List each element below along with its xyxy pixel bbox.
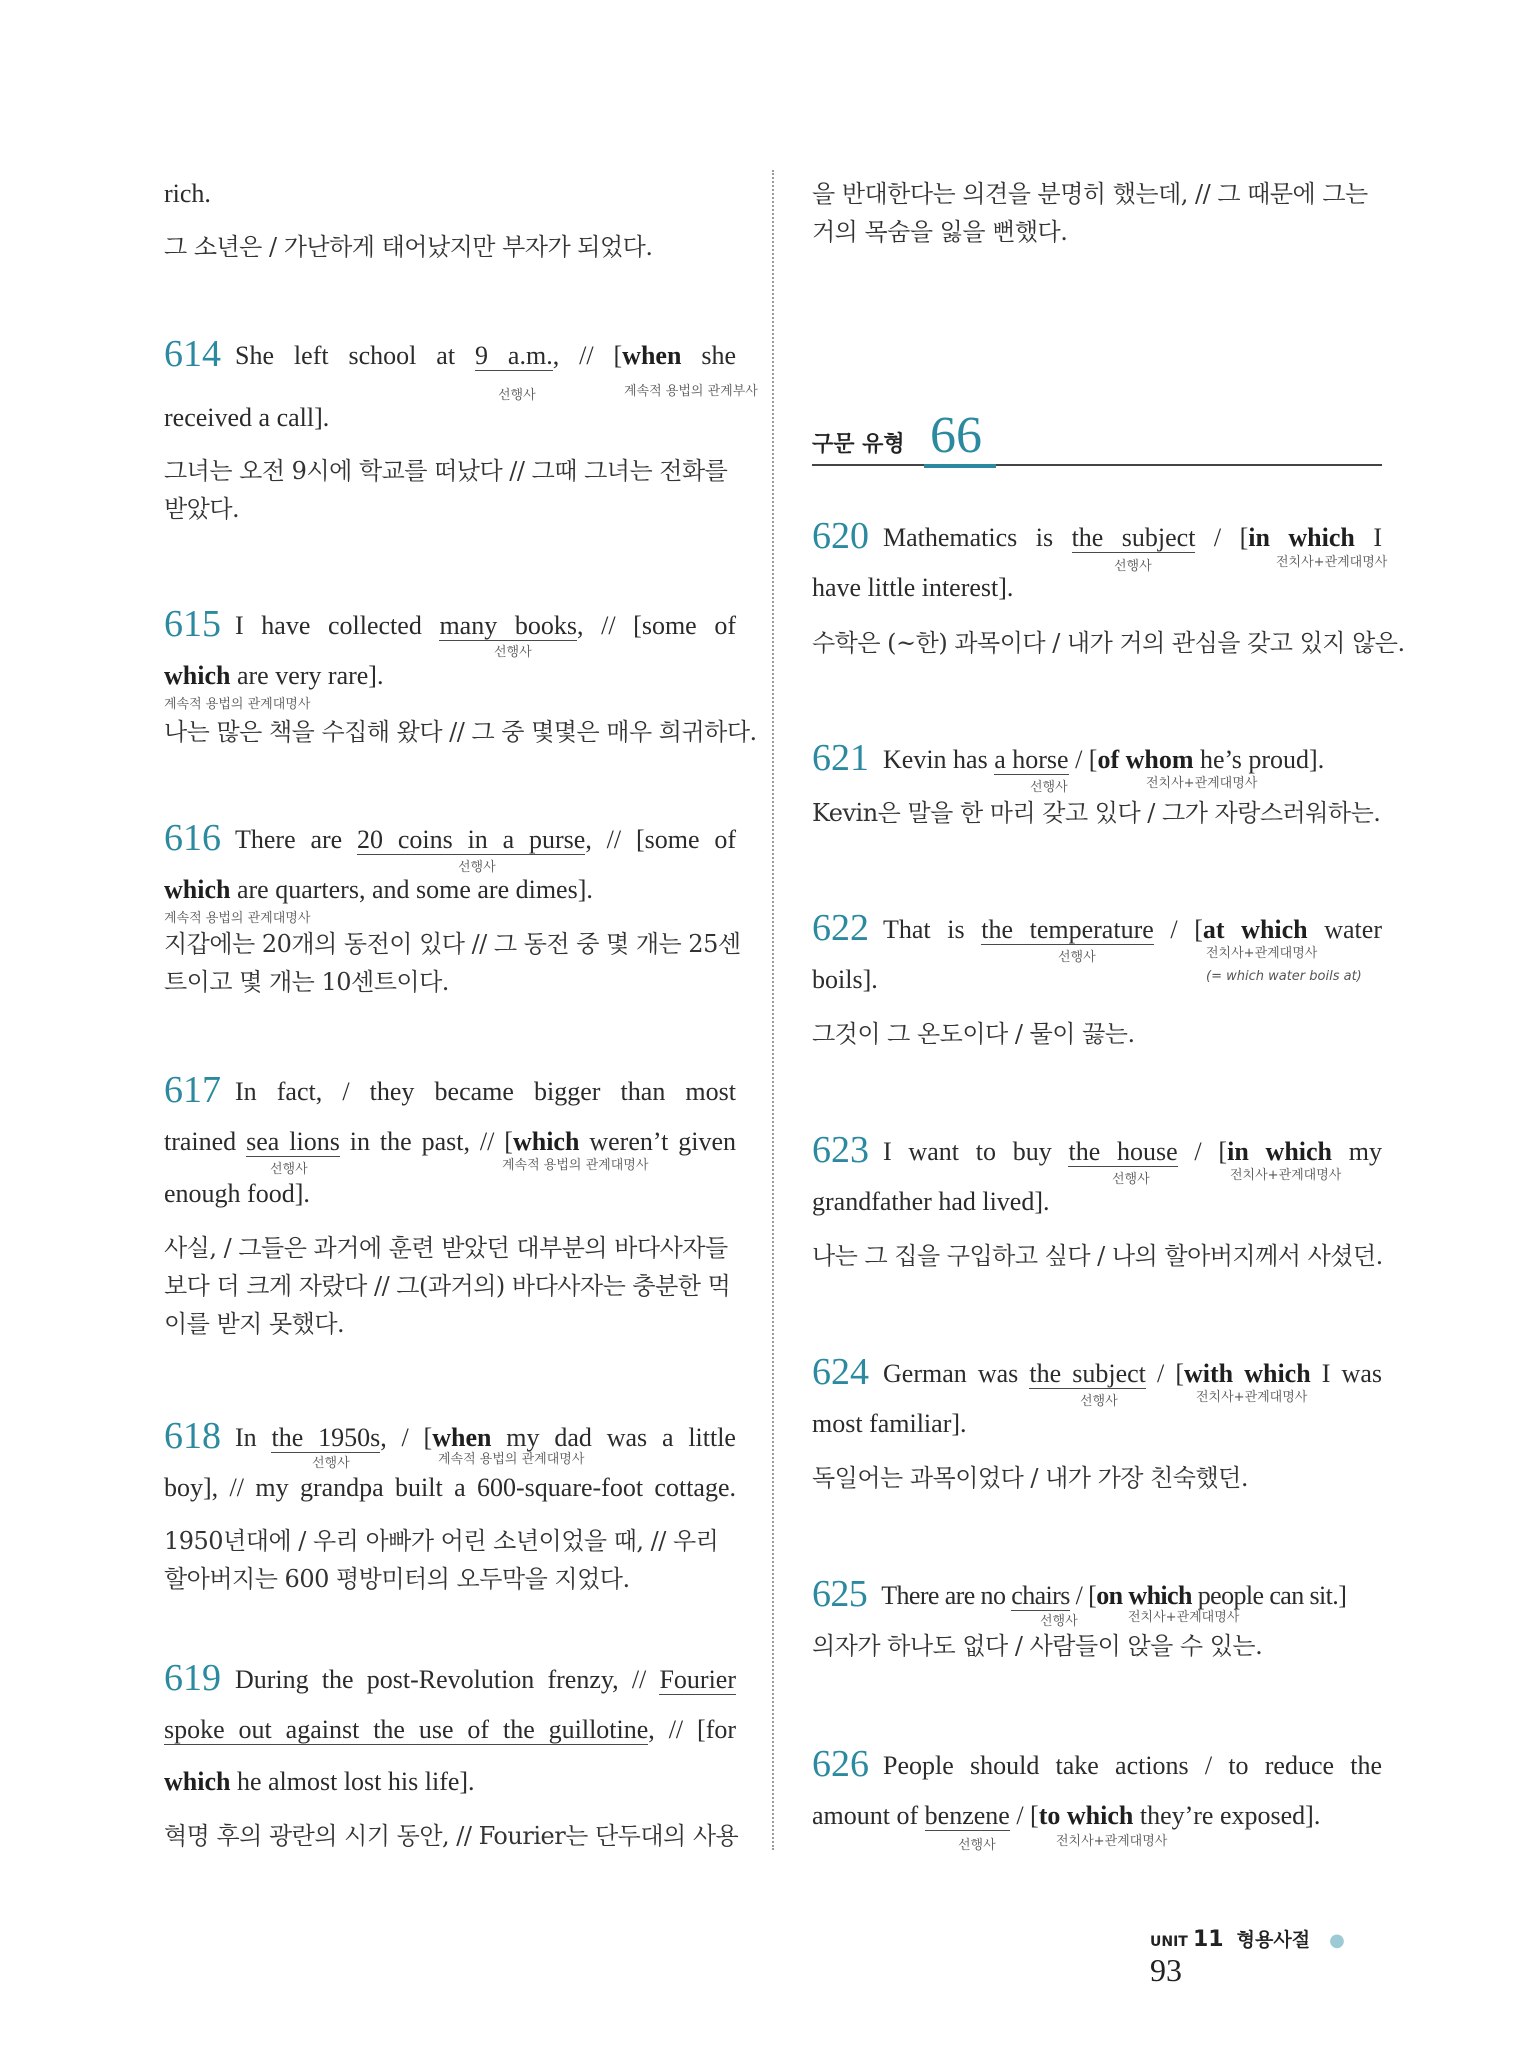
sentence-622-line-1: 622 That is the temperature / [at which water xyxy=(812,907,1382,949)
translation-line: 나는 많은 책을 수집해 왔다 // 그 중 몇몇은 매우 희귀하다. xyxy=(164,718,757,746)
sentence-614-line-2: received a call]. xyxy=(164,403,330,432)
column-divider xyxy=(772,170,774,1850)
annotation-antecedent: 선행사 xyxy=(1030,780,1068,795)
sentence-622-line-2: boils]. xyxy=(812,965,878,994)
annotation-antecedent: 선행사 xyxy=(958,1838,996,1853)
sentence-618-line-2: boy], // my grandpa built a 600-square-foot cottage. xyxy=(164,1473,736,1502)
translation-line: 이를 받지 못했다. xyxy=(164,1310,345,1338)
translation-line: 그녀는 오전 9시에 학교를 떠났다 // 그때 그녀는 전화를 xyxy=(164,457,728,485)
translation-line: 수학은 (~한) 과목이다 / 내가 거의 관심을 갖고 있지 않은. xyxy=(812,629,1405,657)
sentence-621-line-1: 621 Kevin has a horse / [of whom he’s proud]. xyxy=(812,737,1325,779)
annotation-antecedent: 선행사 xyxy=(494,645,532,660)
sentence-number: 624 xyxy=(812,1351,869,1393)
translation-line: 트이고 몇 개는 10센트이다. xyxy=(164,968,449,996)
sentence-619-line-1: 619 During the post-Revolution frenzy, // Fourier xyxy=(164,1657,736,1699)
annotation-grammar: 전치사+관계대명사 xyxy=(1206,946,1318,961)
section-header xyxy=(812,398,1382,466)
sentence-624-line-2: most familiar]. xyxy=(812,1409,967,1438)
annotation-paraphrase: (= which water boils at) xyxy=(1206,969,1362,984)
annotation-antecedent: 선행사 xyxy=(1114,559,1152,574)
annotation-antecedent: 선행사 xyxy=(1040,1614,1078,1629)
translation-line: 지갑에는 20개의 동전이 있다 // 그 동전 중 몇 개는 25센 xyxy=(164,930,741,958)
sentence-625-line-1: 625 There are no chairs / [on which people can sit.] xyxy=(812,1573,1347,1615)
annotation-grammar: 전치사+관계대명사 xyxy=(1056,1834,1168,1849)
translation-line: 보다 더 크게 자랐다 // 그(과거의) 바다사자는 충분한 먹 xyxy=(164,1272,731,1300)
unit-title: 형용사절 xyxy=(1236,1929,1311,1951)
translation-line: 의자가 하나도 없다 / 사람들이 앉을 수 있는. xyxy=(812,1632,1263,1660)
sentence-626-line-2: amount of benzene / [to which they’re exposed]. xyxy=(812,1801,1321,1830)
page-number: 93 xyxy=(1150,1952,1182,1988)
sentence-619-line-3: which he almost lost his life]. xyxy=(164,1767,475,1796)
page-footer xyxy=(1150,1925,1390,1988)
annotation-grammar: 계속적 용법의 관계대명사 xyxy=(164,911,311,926)
annotation-antecedent: 선행사 xyxy=(1058,950,1096,965)
translation-line: 사실, / 그들은 과거에 훈련 받았던 대부분의 바다사자들 xyxy=(164,1234,728,1262)
sentence-626-line-1: 626 People should take actions / to reduce the xyxy=(812,1743,1382,1785)
sentence-number: 620 xyxy=(812,515,869,557)
sentence-number: 623 xyxy=(812,1129,869,1171)
sentence-line: rich. xyxy=(164,179,211,208)
translation-line: 혁명 후의 광란의 시기 동안, // Fourier는 단두대의 사용 xyxy=(164,1822,739,1850)
translation-line: 할아버지는 600 평방미터의 오두막을 지었다. xyxy=(164,1565,630,1593)
translation-line: 1950년대에 / 우리 아빠가 어린 소년이었을 때, // 우리 xyxy=(164,1527,719,1555)
sentence-623-line-1: 623 I want to buy the house / [in which my xyxy=(812,1129,1383,1171)
sentence-617-line-1: 617 In fact, / they became bigger than most xyxy=(164,1069,736,1111)
translation-line: Kevin은 말을 한 마리 갖고 있다 / 그가 자랑스러워하는. xyxy=(812,799,1381,827)
sentence-619-line-2: spoke out against the use of the guillotine, // [for xyxy=(164,1715,737,1744)
annotation-grammar: 전치사+관계대명사 xyxy=(1276,555,1388,570)
annotation-grammar: 전치사+관계대명사 xyxy=(1196,1390,1308,1405)
sentence-number: 615 xyxy=(164,603,221,645)
sentence-615-line-2: which are very rare]. xyxy=(164,661,384,690)
annotation-antecedent: 선행사 xyxy=(270,1162,308,1177)
translation-line: 나는 그 집을 구입하고 싶다 / 나의 할아버지께서 사셨던. xyxy=(812,1242,1383,1270)
sentence-number: 626 xyxy=(812,1743,869,1785)
translation-line: 을 반대한다는 의견을 분명히 했는데, // 그 때문에 그는 xyxy=(812,180,1368,208)
annotation-antecedent: 선행사 xyxy=(1112,1172,1150,1187)
annotation-grammar: 계속적 용법의 관계대명사 xyxy=(438,1452,585,1467)
annotation-antecedent: 선행사 xyxy=(458,860,496,875)
annotation-antecedent: 선행사 xyxy=(498,388,536,403)
section-label: 구문 유형 xyxy=(812,432,905,457)
unit-label: UNIT xyxy=(1150,1934,1188,1950)
sentence-616-line-2: which are quarters, and some are dimes]. xyxy=(164,875,593,904)
sentence-624-line-1: 624 German was the subject / [with which I was xyxy=(812,1351,1382,1393)
sentence-number: 625 xyxy=(812,1573,868,1615)
annotation-grammar: 전치사+관계대명사 xyxy=(1128,1610,1240,1625)
sentence-number: 618 xyxy=(164,1415,221,1457)
footer-dot-icon: ● xyxy=(1329,1930,1345,1951)
annotation-grammar: 전치사+관계대명사 xyxy=(1230,1168,1342,1183)
annotation-antecedent: 선행사 xyxy=(1080,1394,1118,1409)
sentence-623-line-2: grandfather had lived]. xyxy=(812,1187,1050,1216)
sentence-number: 619 xyxy=(164,1657,221,1699)
sentence-617-line-3: enough food]. xyxy=(164,1179,310,1208)
sentence-number: 622 xyxy=(812,907,869,949)
sentence-617-line-2: trained sea lions in the past, // [which weren’t given xyxy=(164,1127,736,1156)
translation-line: 독일어는 과목이었다 / 내가 가장 친숙했던. xyxy=(812,1464,1248,1492)
annotation-grammar: 전치사+관계대명사 xyxy=(1146,776,1258,791)
unit-number: 11 xyxy=(1192,1927,1224,1952)
sentence-616-line-1: 616 There are 20 coins in a purse, // [some of xyxy=(164,817,736,859)
sentence-614-line-1: 614 She left school at 9 a.m., // [when she xyxy=(164,333,737,375)
translation-line: 그 소년은 / 가난하게 태어났지만 부자가 되었다. xyxy=(164,233,653,261)
translation-line: 그것이 그 온도이다 / 물이 끓는. xyxy=(812,1020,1135,1048)
sentence-620-line-2: have little interest]. xyxy=(812,573,1014,602)
section-number: 66 xyxy=(930,407,982,464)
sentence-615-line-1: 615 I have collected many books, // [some of xyxy=(164,603,736,645)
sentence-620-line-1: 620 Mathematics is the subject / [in which I xyxy=(812,515,1382,557)
annotation-grammar: 계속적 용법의 관계부사 xyxy=(624,384,758,399)
annotation-antecedent: 선행사 xyxy=(312,1456,350,1471)
annotation-grammar: 계속적 용법의 관계대명사 xyxy=(502,1158,649,1173)
sentence-number: 614 xyxy=(164,333,221,375)
translation-line: 거의 목숨을 잃을 뻔했다. xyxy=(812,218,1068,246)
sentence-number: 617 xyxy=(164,1069,221,1111)
section-number-underline xyxy=(924,464,996,468)
annotation-grammar: 계속적 용법의 관계대명사 xyxy=(164,697,311,712)
translation-line: 받았다. xyxy=(164,495,240,523)
sentence-number: 621 xyxy=(812,737,869,779)
sentence-number: 616 xyxy=(164,817,221,859)
sentence-618-line-1: 618 In the 1950s, / [when my dad was a little xyxy=(164,1415,736,1457)
